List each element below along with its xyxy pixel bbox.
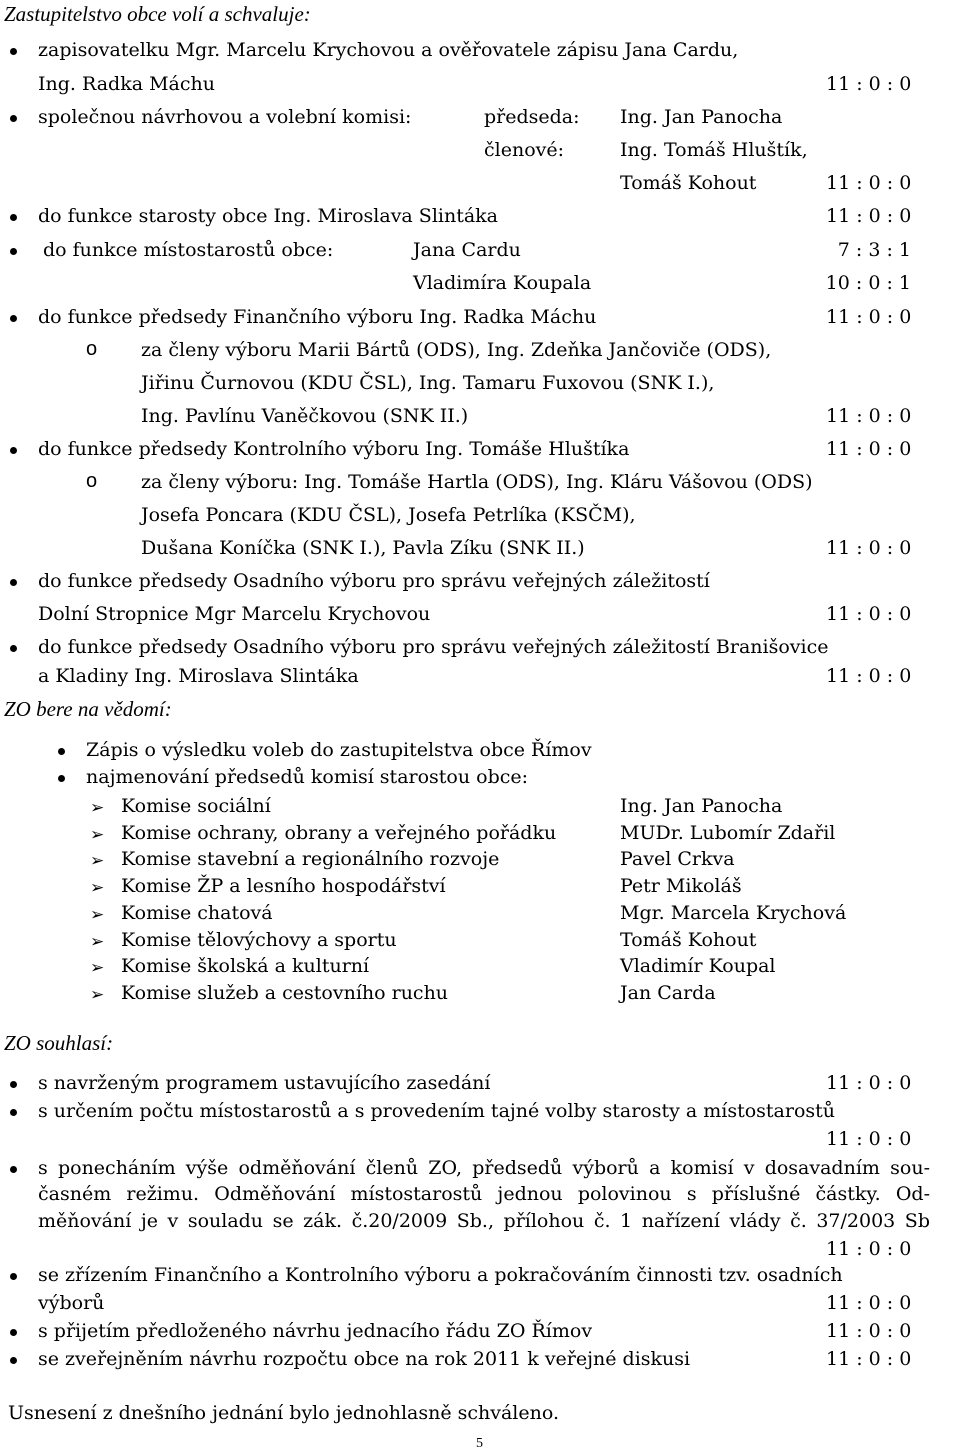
vote-result: 11 : 0 : 0 xyxy=(826,537,912,559)
commission-name: Komise školská a kulturní xyxy=(121,955,370,977)
vote-result: 11 : 0 : 0 xyxy=(826,73,912,95)
list-item-text: výborů xyxy=(38,1292,105,1314)
list-item-text: Dolní Stropnice Mgr Marcelu Krychovou xyxy=(38,603,431,625)
list-item-text: do funkce předsedy Kontrolního výboru Ing. Tomáše Hluštíka xyxy=(38,438,630,460)
arrow-bullet-icon: ➢ xyxy=(90,851,105,871)
list-item-text: časném režimu. Odměňování místostarostů jednou polovinou s příslušné částky. Od- xyxy=(38,1183,930,1205)
list-item-text: s navrženým programem ustavujícího zasedání xyxy=(38,1072,491,1094)
list-item-text: se zveřejněním návrhu rozpočtu obce na rok 2011 k veřejné diskusi xyxy=(38,1348,691,1370)
vote-result: 11 : 0 : 0 xyxy=(826,205,912,227)
list-item-text: do funkce předsedy Finančního výboru Ing. Radka Máchu xyxy=(38,306,597,328)
bullet-icon xyxy=(10,1329,17,1336)
vote-result: 11 : 0 : 0 xyxy=(826,1238,912,1260)
commission-name: Komise ŽP a lesního hospodářství xyxy=(121,875,446,897)
commission-name: Komise ochrany, obrany a veřejného pořádku xyxy=(121,822,557,844)
person-name: Ing. Tomáš Hluštík, xyxy=(620,139,808,161)
commission-chair: Ing. Jan Panocha xyxy=(620,795,783,817)
vote-result: 11 : 0 : 0 xyxy=(826,405,912,427)
bullet-icon xyxy=(58,775,65,782)
bullet-icon xyxy=(10,1109,17,1116)
vote-result: 11 : 0 : 0 xyxy=(826,172,912,194)
sub-item-text: Josefa Poncara (KDU ČSL), Josefa Petrlíka (KSČM), xyxy=(141,504,636,526)
vote-result: 10 : 0 : 1 xyxy=(825,272,911,294)
list-item-text: s ponecháním výše odměňování členů ZO, předsedů výborů a komisí v dosavadním sou- xyxy=(38,1157,930,1179)
list-item-text: společnou návrhovou a volební komisi: xyxy=(38,106,412,128)
arrow-bullet-icon: ➢ xyxy=(90,958,105,978)
sub-bullet-icon: o xyxy=(86,338,98,360)
list-item-text: najmenování předsedů komisí starostou obce: xyxy=(86,766,529,788)
bullet-icon xyxy=(10,248,17,255)
commission-chair: Petr Mikoláš xyxy=(620,875,742,897)
section-heading-bere-na-vedomi: ZO bere na vědomí: xyxy=(4,697,172,721)
footer-text: Usnesení z dnešního jednání bylo jednohlasně schváleno. xyxy=(8,1402,560,1424)
list-item-text: a Kladiny Ing. Miroslava Slintáka xyxy=(38,665,359,687)
vote-result: 11 : 0 : 0 xyxy=(826,665,912,687)
list-item-text: Zápis o výsledku voleb do zastupitelstva obce Římov xyxy=(86,739,592,761)
vote-result: 11 : 0 : 0 xyxy=(826,603,912,625)
commission-name: Komise sociální xyxy=(121,795,271,817)
list-item-text: měňování je v souladu se zák. č.20/2009 Sb., přílohou č. 1 nařízení vlády č. 37/2003 Sb xyxy=(38,1210,930,1232)
bullet-icon xyxy=(10,579,17,586)
commission-chair: Tomáš Kohout xyxy=(620,929,757,951)
arrow-bullet-icon: ➢ xyxy=(90,932,105,952)
commission-chair: Mgr. Marcela Krychová xyxy=(620,902,847,924)
vote-result: 11 : 0 : 0 xyxy=(826,1348,912,1370)
arrow-bullet-icon: ➢ xyxy=(90,905,105,925)
section-heading-souhlasi: ZO souhlasí: xyxy=(4,1031,114,1055)
list-item-text: s určením počtu místostarostů a s provedením tajné volby starosty a místostarostů xyxy=(38,1100,836,1122)
bullet-icon xyxy=(10,447,17,454)
role-label: předseda: xyxy=(484,106,580,128)
commission-name: Komise služeb a cestovního ruchu xyxy=(121,982,449,1004)
bullet-icon xyxy=(10,48,17,55)
bullet-icon xyxy=(58,748,65,755)
arrow-bullet-icon: ➢ xyxy=(90,878,105,898)
bullet-icon xyxy=(10,315,17,322)
commission-name: Komise chatová xyxy=(121,902,273,924)
bullet-icon xyxy=(10,115,17,122)
list-item-text: se zřízením Finančního a Kontrolního výboru a pokračováním činnosti tzv. osadních xyxy=(38,1264,843,1286)
role-label: členové: xyxy=(484,139,565,161)
list-item-text: do funkce místostarostů obce: xyxy=(43,239,334,261)
vote-result: 11 : 0 : 0 xyxy=(826,1128,912,1150)
list-item-text: Ing. Radka Máchu xyxy=(38,73,215,95)
sub-item-text: za členy výboru Marii Bártů (ODS), Ing. Zdeňka Jančoviče (ODS), xyxy=(141,339,772,361)
bullet-icon xyxy=(10,1166,17,1173)
list-item-text: do funkce předsedy Osadního výboru pro správu veřejných záležitostí xyxy=(38,570,710,592)
vote-result: 11 : 0 : 0 xyxy=(826,1292,912,1314)
list-item-text: do funkce starosty obce Ing. Miroslava Slintáka xyxy=(38,205,499,227)
bullet-icon xyxy=(10,1357,17,1364)
commission-name: Komise stavební a regionálního rozvoje xyxy=(121,848,500,870)
sub-item-text: za členy výboru: Ing. Tomáše Hartla (ODS), Ing. Kláru Vášovou (ODS) xyxy=(141,471,813,493)
section-heading-volí: Zastupitelstvo obce volí a schvaluje: xyxy=(4,2,311,26)
person-name: Jana Cardu xyxy=(413,239,521,261)
sub-bullet-icon: o xyxy=(86,470,98,492)
arrow-bullet-icon: ➢ xyxy=(90,825,105,845)
page-number: 5 xyxy=(476,1436,483,1451)
vote-result: 7 : 3 : 1 xyxy=(837,239,911,261)
commission-chair: Jan Carda xyxy=(620,982,716,1004)
bullet-icon xyxy=(10,214,17,221)
commission-name: Komise tělovýchovy a sportu xyxy=(121,929,397,951)
bullet-icon xyxy=(10,1273,17,1280)
list-item-text: s přijetím předloženého návrhu jednacího řádu ZO Římov xyxy=(38,1320,593,1342)
bullet-icon xyxy=(10,645,17,652)
commission-chair: Pavel Crkva xyxy=(620,848,735,870)
commission-chair: MUDr. Lubomír Zdařil xyxy=(620,822,836,844)
arrow-bullet-icon: ➢ xyxy=(90,798,105,818)
person-name: Ing. Jan Panocha xyxy=(620,106,783,128)
vote-result: 11 : 0 : 0 xyxy=(826,1320,912,1342)
sub-item-text: Dušana Koníčka (SNK I.), Pavla Zíku (SNK II.) xyxy=(141,537,585,559)
person-name: Tomáš Kohout xyxy=(620,172,757,194)
arrow-bullet-icon: ➢ xyxy=(90,985,105,1005)
person-name: Vladimíra Koupala xyxy=(413,272,592,294)
vote-result: 11 : 0 : 0 xyxy=(826,438,912,460)
vote-result: 11 : 0 : 0 xyxy=(826,1072,912,1094)
list-item-text: zapisovatelku Mgr. Marcelu Krychovou a ověřovatele zápisu Jana Cardu, xyxy=(38,39,739,61)
bullet-icon xyxy=(10,1081,17,1088)
sub-item-text: Jiřinu Čurnovou (KDU ČSL), Ing. Tamaru Fuxovou (SNK I.), xyxy=(141,372,715,394)
sub-item-text: Ing. Pavlínu Vaněčkovou (SNK II.) xyxy=(141,405,469,427)
list-item-text: do funkce předsedy Osadního výboru pro správu veřejných záležitostí Branišovice xyxy=(38,636,829,658)
commission-chair: Vladimír Koupal xyxy=(620,955,776,977)
vote-result: 11 : 0 : 0 xyxy=(826,306,912,328)
